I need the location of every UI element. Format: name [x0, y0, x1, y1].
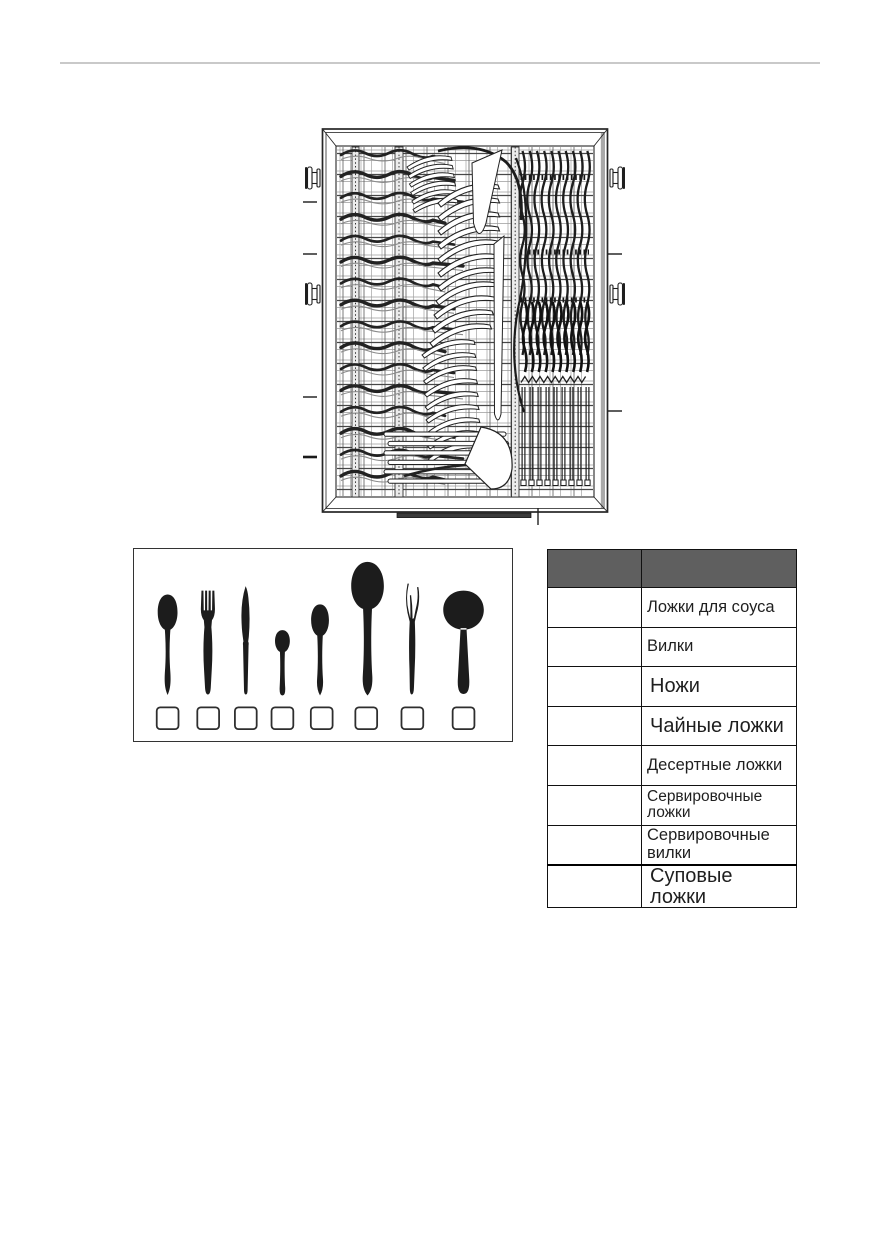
table-row: [548, 588, 797, 628]
table-row: [548, 785, 797, 825]
soup-ladle-icon: [443, 591, 484, 694]
fork-icon: [201, 591, 215, 695]
table-row: [548, 865, 797, 907]
header-rule: [60, 62, 820, 64]
table-row: [548, 746, 797, 786]
dessert-spoon-icon: [311, 604, 329, 695]
table-row: [548, 627, 797, 667]
count-box: [453, 707, 475, 729]
table-header-icon-column: [548, 550, 642, 588]
cutlery-label: Вилки: [642, 627, 797, 667]
serving-fork-icon: [406, 584, 419, 695]
count-box: [197, 707, 219, 729]
table-row: [548, 667, 797, 707]
knife-icon: [241, 586, 249, 694]
cutlery-label: Суповые ложки: [642, 865, 797, 907]
cutlery-icon-cell: [548, 588, 642, 628]
count-box: [355, 707, 377, 729]
cutlery-label: Десертные ложки: [642, 746, 797, 786]
cutlery-label: Сервировочные вилки: [642, 825, 797, 865]
cutlery-legend-box: [133, 548, 513, 742]
count-box: [401, 707, 423, 729]
cutlery-icon-cell: [548, 785, 642, 825]
count-box: [311, 707, 333, 729]
cutlery-silhouettes: [134, 549, 512, 741]
count-box: [272, 707, 294, 729]
table-header-row: [548, 550, 797, 588]
count-box: [157, 707, 179, 729]
teaspoon-icon: [275, 630, 290, 695]
cutlery-icon-cell: [548, 667, 642, 707]
cutlery-icon-cell: [548, 825, 642, 865]
dishwasher-cutlery-rack-diagram: [295, 124, 625, 534]
table-header-label-column: [642, 550, 797, 588]
cutlery-icon-cell: [548, 627, 642, 667]
cutlery-label: Ложки для соуса: [642, 588, 797, 628]
serving-spoon-icon: [351, 562, 384, 696]
cutlery-label: Чайные ложки: [642, 706, 797, 746]
cutlery-icon-cell: [548, 746, 642, 786]
table-row: [548, 706, 797, 746]
count-box: [235, 707, 257, 729]
table-row: [548, 825, 797, 865]
cutlery-label: Сервировочные ложки: [642, 785, 797, 825]
sauce-spoon-icon: [158, 595, 178, 695]
cutlery-icon-cell: [548, 865, 642, 907]
cutlery-types-table: [547, 549, 797, 908]
cutlery-label: Ножи: [642, 667, 797, 707]
cutlery-icon-cell: [548, 706, 642, 746]
count-boxes: [157, 707, 475, 729]
